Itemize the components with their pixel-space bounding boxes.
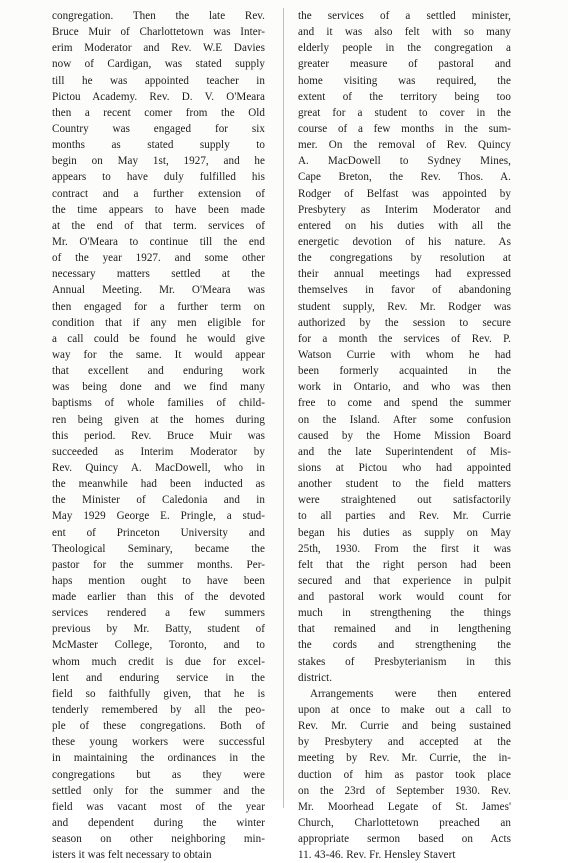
text-line: elderly people in the congregation a [298,42,511,55]
text-line: Church, Charlottetown preached an [298,817,511,830]
text-line: Annual Meeting. Mr. O'Meara was [52,284,265,297]
text-line: field was vacant most of the year [52,800,265,813]
text-line: sions at Pictou who had appointed [298,461,511,474]
text-line: the meanwhile had been inducted as [52,478,265,491]
column-divider [283,8,284,808]
text-line: student supply, Rev. Mr. Rodger was [298,300,511,313]
text-line: entered on his duties with all the [298,219,511,232]
text-column-left [52,8,265,863]
text-line: congregation. Then the late Rev. [52,10,265,22]
text-line: lent and enduring service in the [52,671,265,684]
text-line: felt that the right person had been [298,558,511,571]
text-line: energetic devotion of his nature. As [298,235,511,248]
text-line: secured and that experience in pulpit [298,574,511,587]
text-line: Mr. O'Meara to continue till the end [52,235,265,248]
text-line: condition that if any men eligible for [52,316,265,329]
text-line: free to come and spend the summer [298,397,511,410]
text-line: on the Island. After some confusion [298,413,511,426]
text-line: and the late Superintendent of Mis- [298,445,511,458]
text-line: appears to have duly fulfilled his [52,171,265,184]
text-line: that remained and in lengthening [298,623,511,636]
text-line: at the end of that term. services of [52,219,265,232]
text-line: succeeded as Interim Moderator by [52,445,265,458]
text-line: been formerly acquainted in the [298,365,511,378]
text-line: made earlier than this of the devoted [52,591,265,604]
text-line: ren being given at the homes during [52,413,265,426]
text-line: duction of him as pastor took place [298,768,511,781]
text-line: extent of the territory being too [298,90,511,103]
text-line: then engaged for a further term on [52,300,265,313]
text-line: the cords and strengthening the [298,639,511,652]
text-line: and it was also felt with so many [298,26,511,39]
text-line: in maintaining the ordinances in the [52,752,265,765]
text-line: months as stated supply to [52,139,265,152]
text-line: greater measure of pastoral and [298,58,511,71]
text-line: 25th, 1930. From the first it was [298,542,511,555]
text-line: Country was engaged for six [52,122,265,135]
text-line: Rodger of Belfast was appointed by [298,187,511,200]
text-line: Presbytery as Interim Moderator and [298,203,511,216]
text-line: a call could be found he would give [52,332,265,345]
text-line: the Minister of Caledonia and in [52,494,265,507]
text-line: authorized by the session to secure [298,316,511,329]
text-line: of the year 1927. and some other [52,252,265,265]
text-line: isters it was felt necessary to obtain [52,849,212,862]
text-line: themselves in favor of abandoning [298,284,511,297]
text-line: appropriate sermon based on Acts [298,833,511,846]
text-line: Rev. Quincy A. MacDowell, who in [52,461,265,474]
text-line: began his duties as supply on May [298,526,511,539]
text-line: course of a few months in the sum- [298,122,511,135]
text-line: A. MacDowell to Sydney Mines, [298,155,511,168]
text-line: contract and a further extension of [52,187,265,200]
text-line: these young workers were successful [52,736,265,749]
text-line: that excellent and enduring work [52,365,265,378]
text-line: district. [298,671,333,684]
text-line: settled only for the summer and the [52,784,265,797]
text-line: was being done and we find many [52,381,265,394]
text-line: on the 23rd of September 1930. Rev. [298,784,511,797]
text-line: services rendered a few summers [52,607,265,620]
text-line: whom much credit is due for excel- [52,655,265,668]
text-line: Watson Currie with whom he had [298,348,511,361]
text-line: pastor for the summer months. Per- [52,558,265,571]
text-line: meeting by Rev. Mr. Currie, the in- [298,752,511,765]
text-line: begin on May 1st, 1927, and he [52,155,265,168]
text-line: McMaster College, Toronto, and to [52,639,265,652]
text-line: the congregations by resolution at [298,252,511,265]
text-line: season on other neighboring min- [52,833,265,846]
text-line: previous by Mr. Batty, student of [52,623,265,636]
text-line: home visiting was required, the [298,74,511,87]
text-line: upon at once to make out a call to [298,704,511,717]
text-line: and pastoral work would count for [298,591,511,604]
text-line: ple of these congregations. Both of [52,720,265,733]
text-line: 11. 43-46. Rev. Fr. Hensley Stavert [298,849,456,862]
text-line: and dependent during the winter [52,817,265,830]
text-line: baptisms of whole families of child- [52,397,265,410]
newspaper-clipping [52,8,530,862]
text-line: tenderly remembered by all the peo- [52,704,265,717]
text-line: Bruce Muir of Charlottetown was Inter- [52,26,265,39]
text-line: were straightened out satisfactorily [298,494,511,507]
text-line: work in Ontario, and who was then [298,381,511,394]
text-line: field so faithfully given, that he is [52,687,265,700]
text-line: erim Moderator and Rev. W.E Davies [52,42,265,55]
text-line: much in strengthening the things [298,607,511,620]
text-line: necessary matters settled at the [52,268,265,281]
text-line: the services of a settled minister, [298,10,511,22]
text-line: mer. On the removal of Rev. Quincy [298,139,511,152]
text-line: another student to the field matters [298,478,511,491]
text-line: Rev. Mr. Currie and being sustained [298,720,511,733]
text-line: by Presbytery and accepted at the [298,736,511,749]
text-line: for a month the services of Rev. P. [298,332,511,345]
text-line: this period. Rev. Bruce Muir was [52,429,265,442]
text-line: Cape Breton, the Rev. Thos. A. [298,171,511,184]
text-line: May 1929 George E. Pringle, a stud- [52,510,265,523]
text-line: till he was appointed teacher in [52,74,265,87]
text-line: caused by the Home Mission Board [298,429,511,442]
text-line: now of Cardigan, was stated supply [52,58,265,71]
text-line: Pictou Academy. Rev. D. V. O'Meara [52,90,265,103]
text-line: Mr. Moorhead Legate of St. James' [298,800,511,813]
text-line: great for a student to cover in the [298,106,511,119]
text-column-right [298,8,511,863]
text-line: the time appears to have been made [52,203,265,216]
text-line: then a recent comer from the Old [52,106,265,119]
text-line: their annual meetings had expressed [298,268,511,281]
text-line: Theological Seminary, became the [52,542,265,555]
text-line: stakes of Presbyterianism in this [298,655,511,668]
text-line: to all parties and Rev. Mr. Currie [298,510,511,523]
text-line: ent of Princeton University and [52,526,265,539]
text-line: congregations but as they were [52,768,265,781]
text-line: way for the same. It would appear [52,348,265,361]
text-line: haps mention ought to have been [52,574,265,587]
text-line: Arrangements were then entered [310,687,511,700]
